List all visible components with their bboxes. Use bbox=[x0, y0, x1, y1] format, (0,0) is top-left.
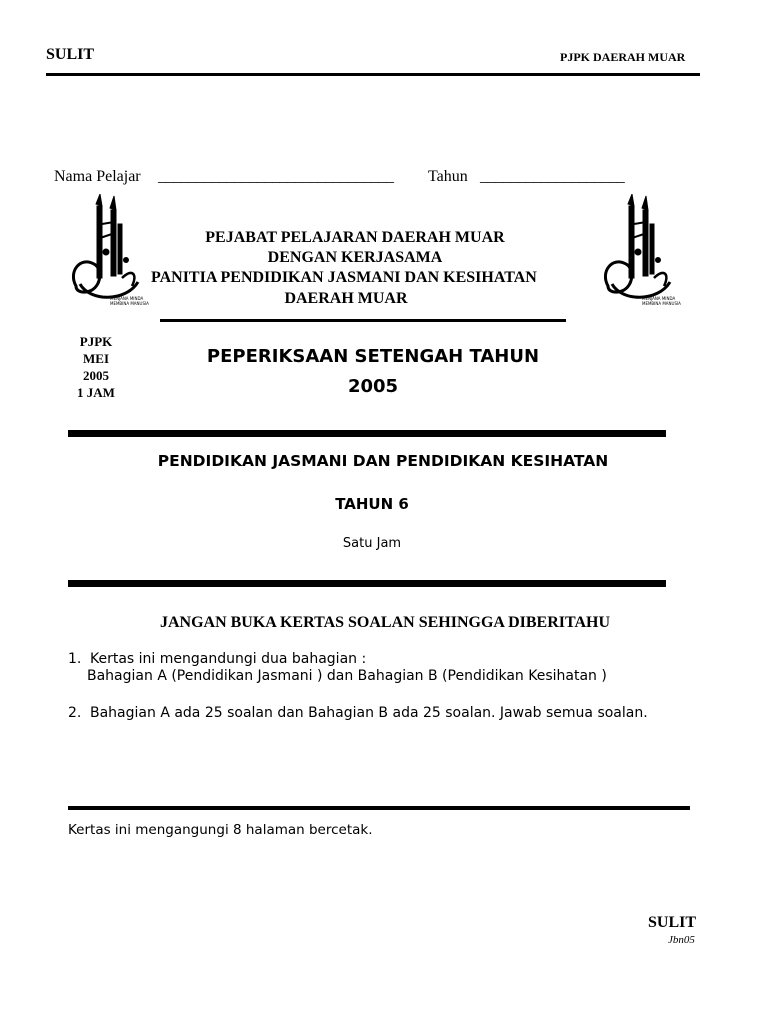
subject-title: PENDIDIKAN JASMANI DAN PENDIDIKAN KESIHATAN bbox=[157, 452, 609, 470]
logo-tagline-line1: MENJANA MINDA bbox=[642, 296, 676, 301]
student-name-blank: _______________________________ bbox=[158, 168, 394, 185]
duration-label: Satu Jam bbox=[342, 536, 402, 551]
side-info-pjpk: PJPK bbox=[79, 334, 113, 349]
exam-title: PEPERIKSAAN SETENGAH TAHUN bbox=[206, 346, 540, 367]
logo-tagline-right bbox=[642, 296, 681, 306]
logo-tagline-line2: MEMBINA MANUSIA bbox=[642, 301, 681, 306]
footer-code: Jbn05 bbox=[668, 934, 695, 946]
logo-tagline-line2: MEMBINA MANUSIA bbox=[110, 301, 149, 306]
footer-sulit: SULIT bbox=[648, 914, 697, 931]
calligraphy-logo-right bbox=[598, 194, 682, 314]
instruction-1-line2: Bahagian A (Pendidikan Jasmani ) dan Bahagian B (Pendidikan Kesihatan ) bbox=[87, 668, 607, 684]
org-line-2: DENGAN KERJASAMA bbox=[267, 249, 443, 266]
header-divider bbox=[46, 73, 700, 76]
exam-year: 2005 bbox=[347, 376, 399, 397]
side-info-year: 2005 bbox=[83, 368, 109, 383]
instruction-2-text: Bahagian A ada 25 soalan dan Bahagian B ada 25 soalan. Jawab semua soalan. bbox=[90, 705, 648, 721]
year-blank: ___________________ bbox=[480, 168, 625, 185]
header-left-sulit: SULIT bbox=[46, 46, 95, 63]
side-info bbox=[66, 333, 126, 401]
logo-tagline-line1: MENJANA MINDA bbox=[110, 296, 144, 301]
page-count-note: Kertas ini mengangungi 8 halaman bercetak. bbox=[68, 822, 373, 838]
header-right-org: PJPK DAERAH MUAR bbox=[560, 50, 686, 64]
instruction-2-number: 2. bbox=[68, 705, 82, 721]
org-line-4: DAERAH MUAR bbox=[284, 290, 408, 307]
grade-label: TAHUN 6 bbox=[335, 495, 409, 513]
org-divider bbox=[160, 319, 566, 322]
calligraphy-logo-left bbox=[66, 194, 149, 314]
logo-tagline-left bbox=[110, 296, 149, 306]
student-name-label: Nama Pelajar bbox=[54, 168, 141, 185]
title-divider bbox=[68, 430, 666, 437]
year-label: Tahun bbox=[428, 168, 468, 185]
side-info-month: MEI bbox=[83, 351, 109, 366]
instruction-1-line1: Kertas ini mengandungi dua bahagian : bbox=[90, 651, 367, 667]
footer-divider bbox=[68, 806, 690, 810]
side-info-duration: 1 JAM bbox=[77, 385, 115, 400]
org-line-1: PEJABAT PELAJARAN DAERAH MUAR bbox=[205, 229, 505, 246]
instruction-1-number: 1. bbox=[68, 651, 82, 667]
org-line-3: PANITIA PENDIDIKAN JASMANI DAN KESIHATAN bbox=[151, 269, 537, 286]
subject-divider bbox=[68, 580, 666, 587]
warning-text: JANGAN BUKA KERTAS SOALAN SEHINGGA DIBERITAHU bbox=[159, 614, 611, 631]
